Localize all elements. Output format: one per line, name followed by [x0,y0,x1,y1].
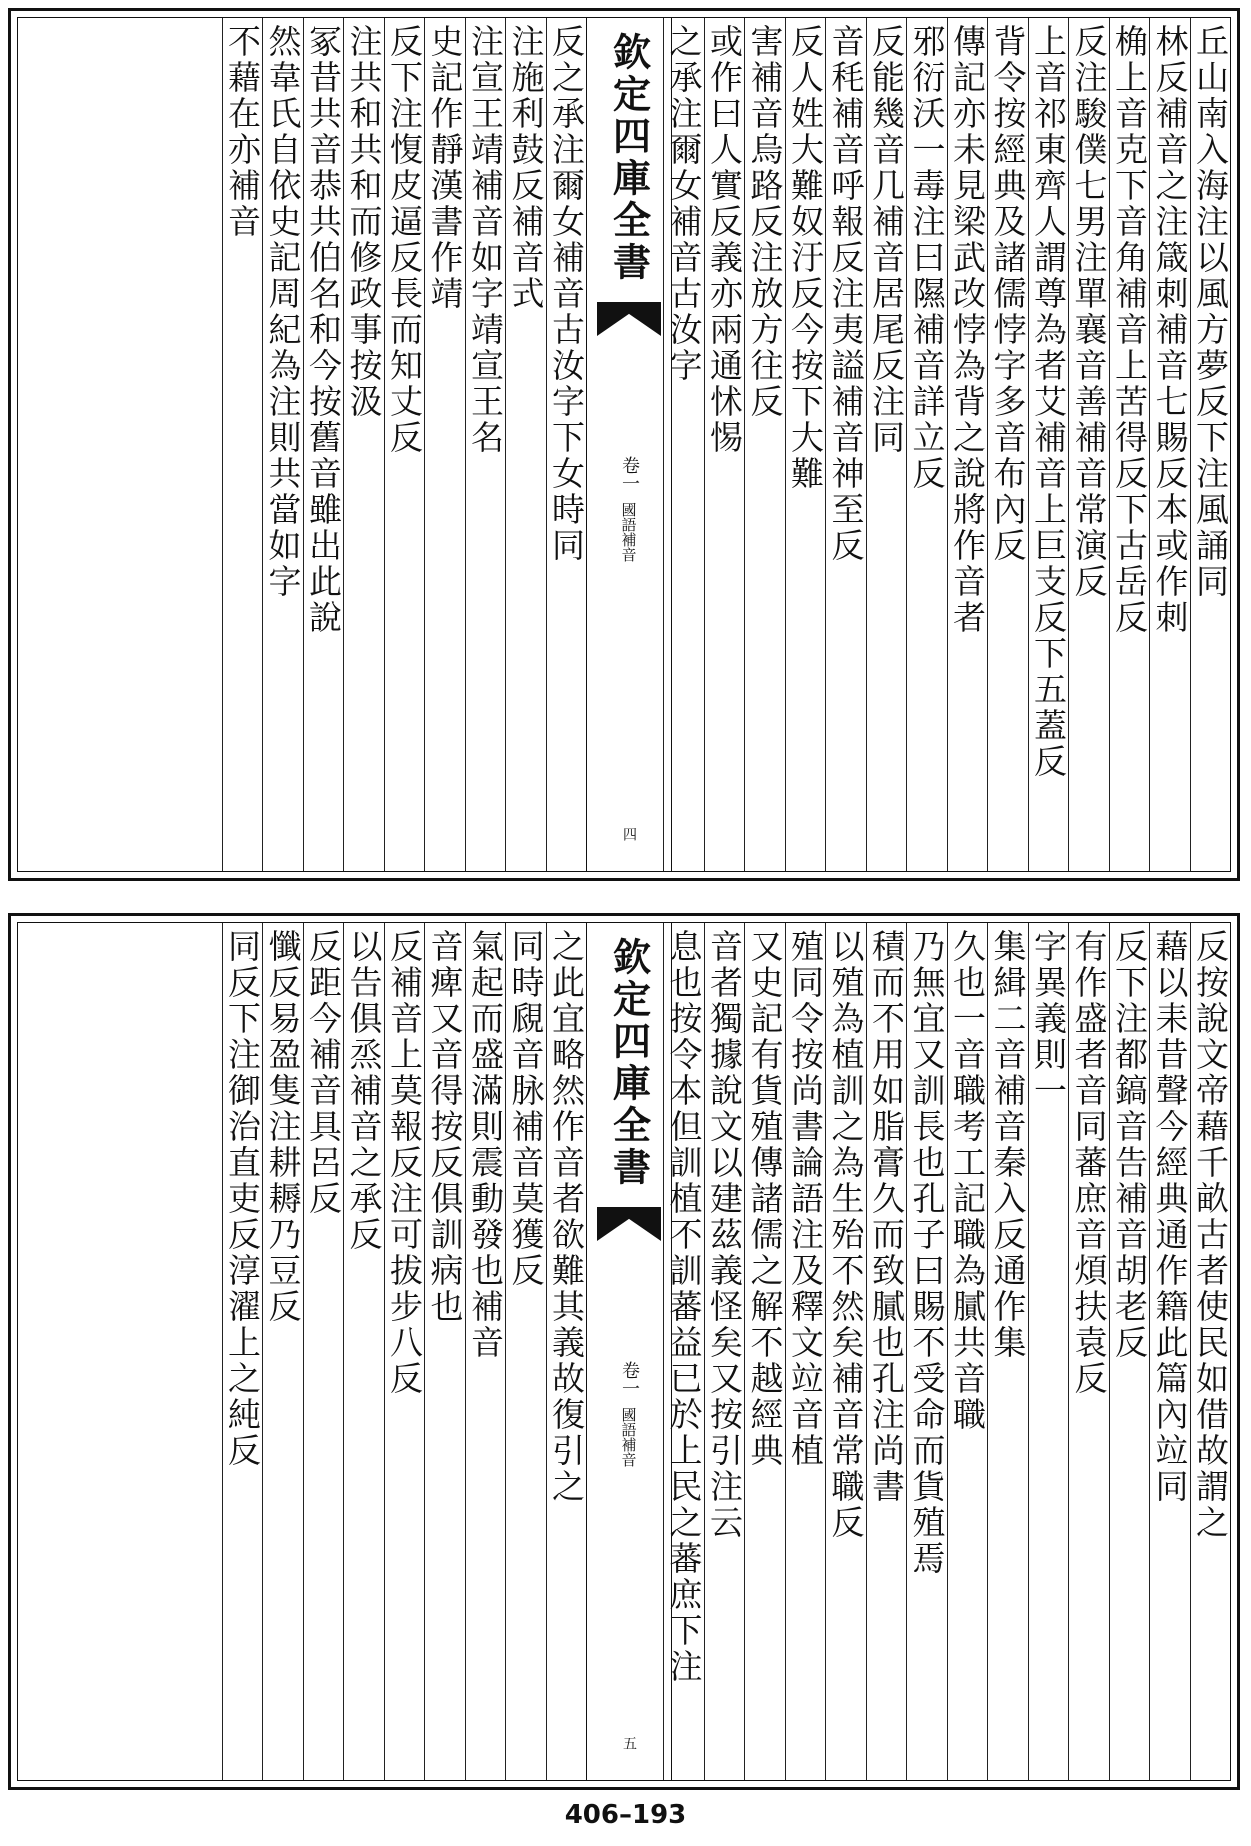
text-column: 注施利鼓反補音式 [505,18,546,871]
bottom-right-half [662,923,1230,1780]
text-column: 反補音上莫報反注可拔步八反 [384,923,425,1780]
bottom-centerfold [586,923,672,1780]
text-column: 反按說文帝藉千畝古者使民如借故謂之 [1190,923,1231,1780]
top-page [8,8,1240,881]
text-column: 反能幾音几補音居尾反注同 [866,18,907,871]
text-column: 反距今補音具呂反 [303,923,344,1780]
bottom-page [8,913,1240,1790]
text-column: 久也一音職考工記職為膩共音職 [947,923,988,1780]
text-column: 注宣王靖補音如字靖宣王名 [465,18,506,871]
bottom-fold-juan: 卷一 [619,1361,640,1397]
text-column: 音者獨據說文以建茲義怪矣又按引注云 [704,923,745,1780]
text-column: 字異義則一 [1028,923,1069,1780]
text-column: 之承注爾女補音古汝字 [663,18,704,871]
text-column: 注共和共和而修政事按汲 [343,18,384,871]
text-column: 傳記亦未見梁武改悖為背之說將作音者 [947,18,988,871]
text-column: 音秏補音呼報反注夷謚補音神至反 [825,18,866,871]
text-column: 集緝二音補音秦入反通作集 [987,923,1028,1780]
top-fold-folio: 四 [621,827,637,841]
text-column: 冢昔共音恭共伯名和今按舊音雖出此說 [303,18,344,871]
text-column: 或作曰人實反義亦兩通怵惕 [704,18,745,871]
text-column: 以告俱烝補音之承反 [343,923,384,1780]
text-column: 又史記有貨殖傳諸儒之解不越經典 [744,923,785,1780]
text-column: 林反補音之注箴刺補音七賜反本或作刺 [1149,18,1190,871]
top-fold-juan: 卷一 [619,456,640,492]
top-fishtail-mark [597,302,661,336]
text-column: 有作盛者音同蕃庶音煩扶袁反 [1068,923,1109,1780]
bottom-fishtail-mark [597,1207,661,1241]
top-right-half [662,18,1230,871]
text-column: 殖同令按尚書論語注及釋文竝音植 [785,923,826,1780]
top-left-half [18,18,586,871]
bottom-fold-book: 國語補音 [619,1407,638,1467]
text-column: 同反下注御治直吏反淳濯上之純反 [222,923,263,1780]
bottom-left-half [18,923,586,1780]
text-column: 以殖為植訓之為生殆不然矣補音常職反 [825,923,866,1780]
text-column: 反下注都鎬音告補音胡老反 [1109,923,1150,1780]
text-column: 背令按經典及諸儒悖字多音布內反 [987,18,1028,871]
bottom-page-frame [17,922,1231,1781]
text-column: 息也按令本但訓植不訓蕃益已於上民之蕃庶下注 [663,923,704,1780]
text-column: 然韋氏自依史記周紀為注則共當如字 [262,18,303,871]
top-fold-book: 國語補音 [619,502,638,562]
text-column: 桷上音克下音角補音上苦得反下古岳反 [1109,18,1150,871]
text-column: 上音祁東齊人謂尊為者艾補音上巨支反下五蓋反 [1028,18,1069,871]
top-fold-title: 欽定四庫全書 [606,32,652,284]
top-page-frame [17,17,1231,872]
text-column: 乃無宜又訓長也孔子曰賜不受命而貨殖焉 [906,923,947,1780]
text-column: 積而不用如脂膏久而致膩也孔注尚書 [866,923,907,1780]
text-column: 反注駿僕七男注單襄音善補音常演反 [1068,18,1109,871]
text-column: 反人姓大難奴汙反今按下大難 [785,18,826,871]
text-column: 同時覛音脉補音莫獲反 [505,923,546,1780]
text-column: 藉以耒昔聲今經典通作籍此篇內竝同 [1149,923,1190,1780]
text-column: 邪衍沃一毒注曰隰補音詳立反 [906,18,947,871]
text-column: 反下注愎皮逼反長而知丈反 [384,18,425,871]
text-column: 音痺又音得按反俱訓病也 [424,923,465,1780]
text-column: 不藉在亦補音 [222,18,263,871]
text-column: 反之承注爾女補音古汝字下女時同 [546,18,587,871]
bottom-fold-title: 欽定四庫全書 [606,937,652,1189]
text-column: 丘山南入海注以風方夢反下注風誦同 [1190,18,1231,871]
text-column: 史記作靜漢書作靖 [424,18,465,871]
text-column: 懺反易盈隻注耕耨乃豆反 [262,923,303,1780]
bottom-fold-folio: 五 [621,1736,637,1750]
text-column: 害補音烏路反注放方往反 [744,18,785,871]
text-column: 之此宜略然作音者欲難其義故復引之 [546,923,587,1780]
text-column: 氣起而盛滿則震動發也補音 [465,923,506,1780]
page-number: 406–193 [564,1800,687,1830]
top-centerfold [586,18,672,871]
